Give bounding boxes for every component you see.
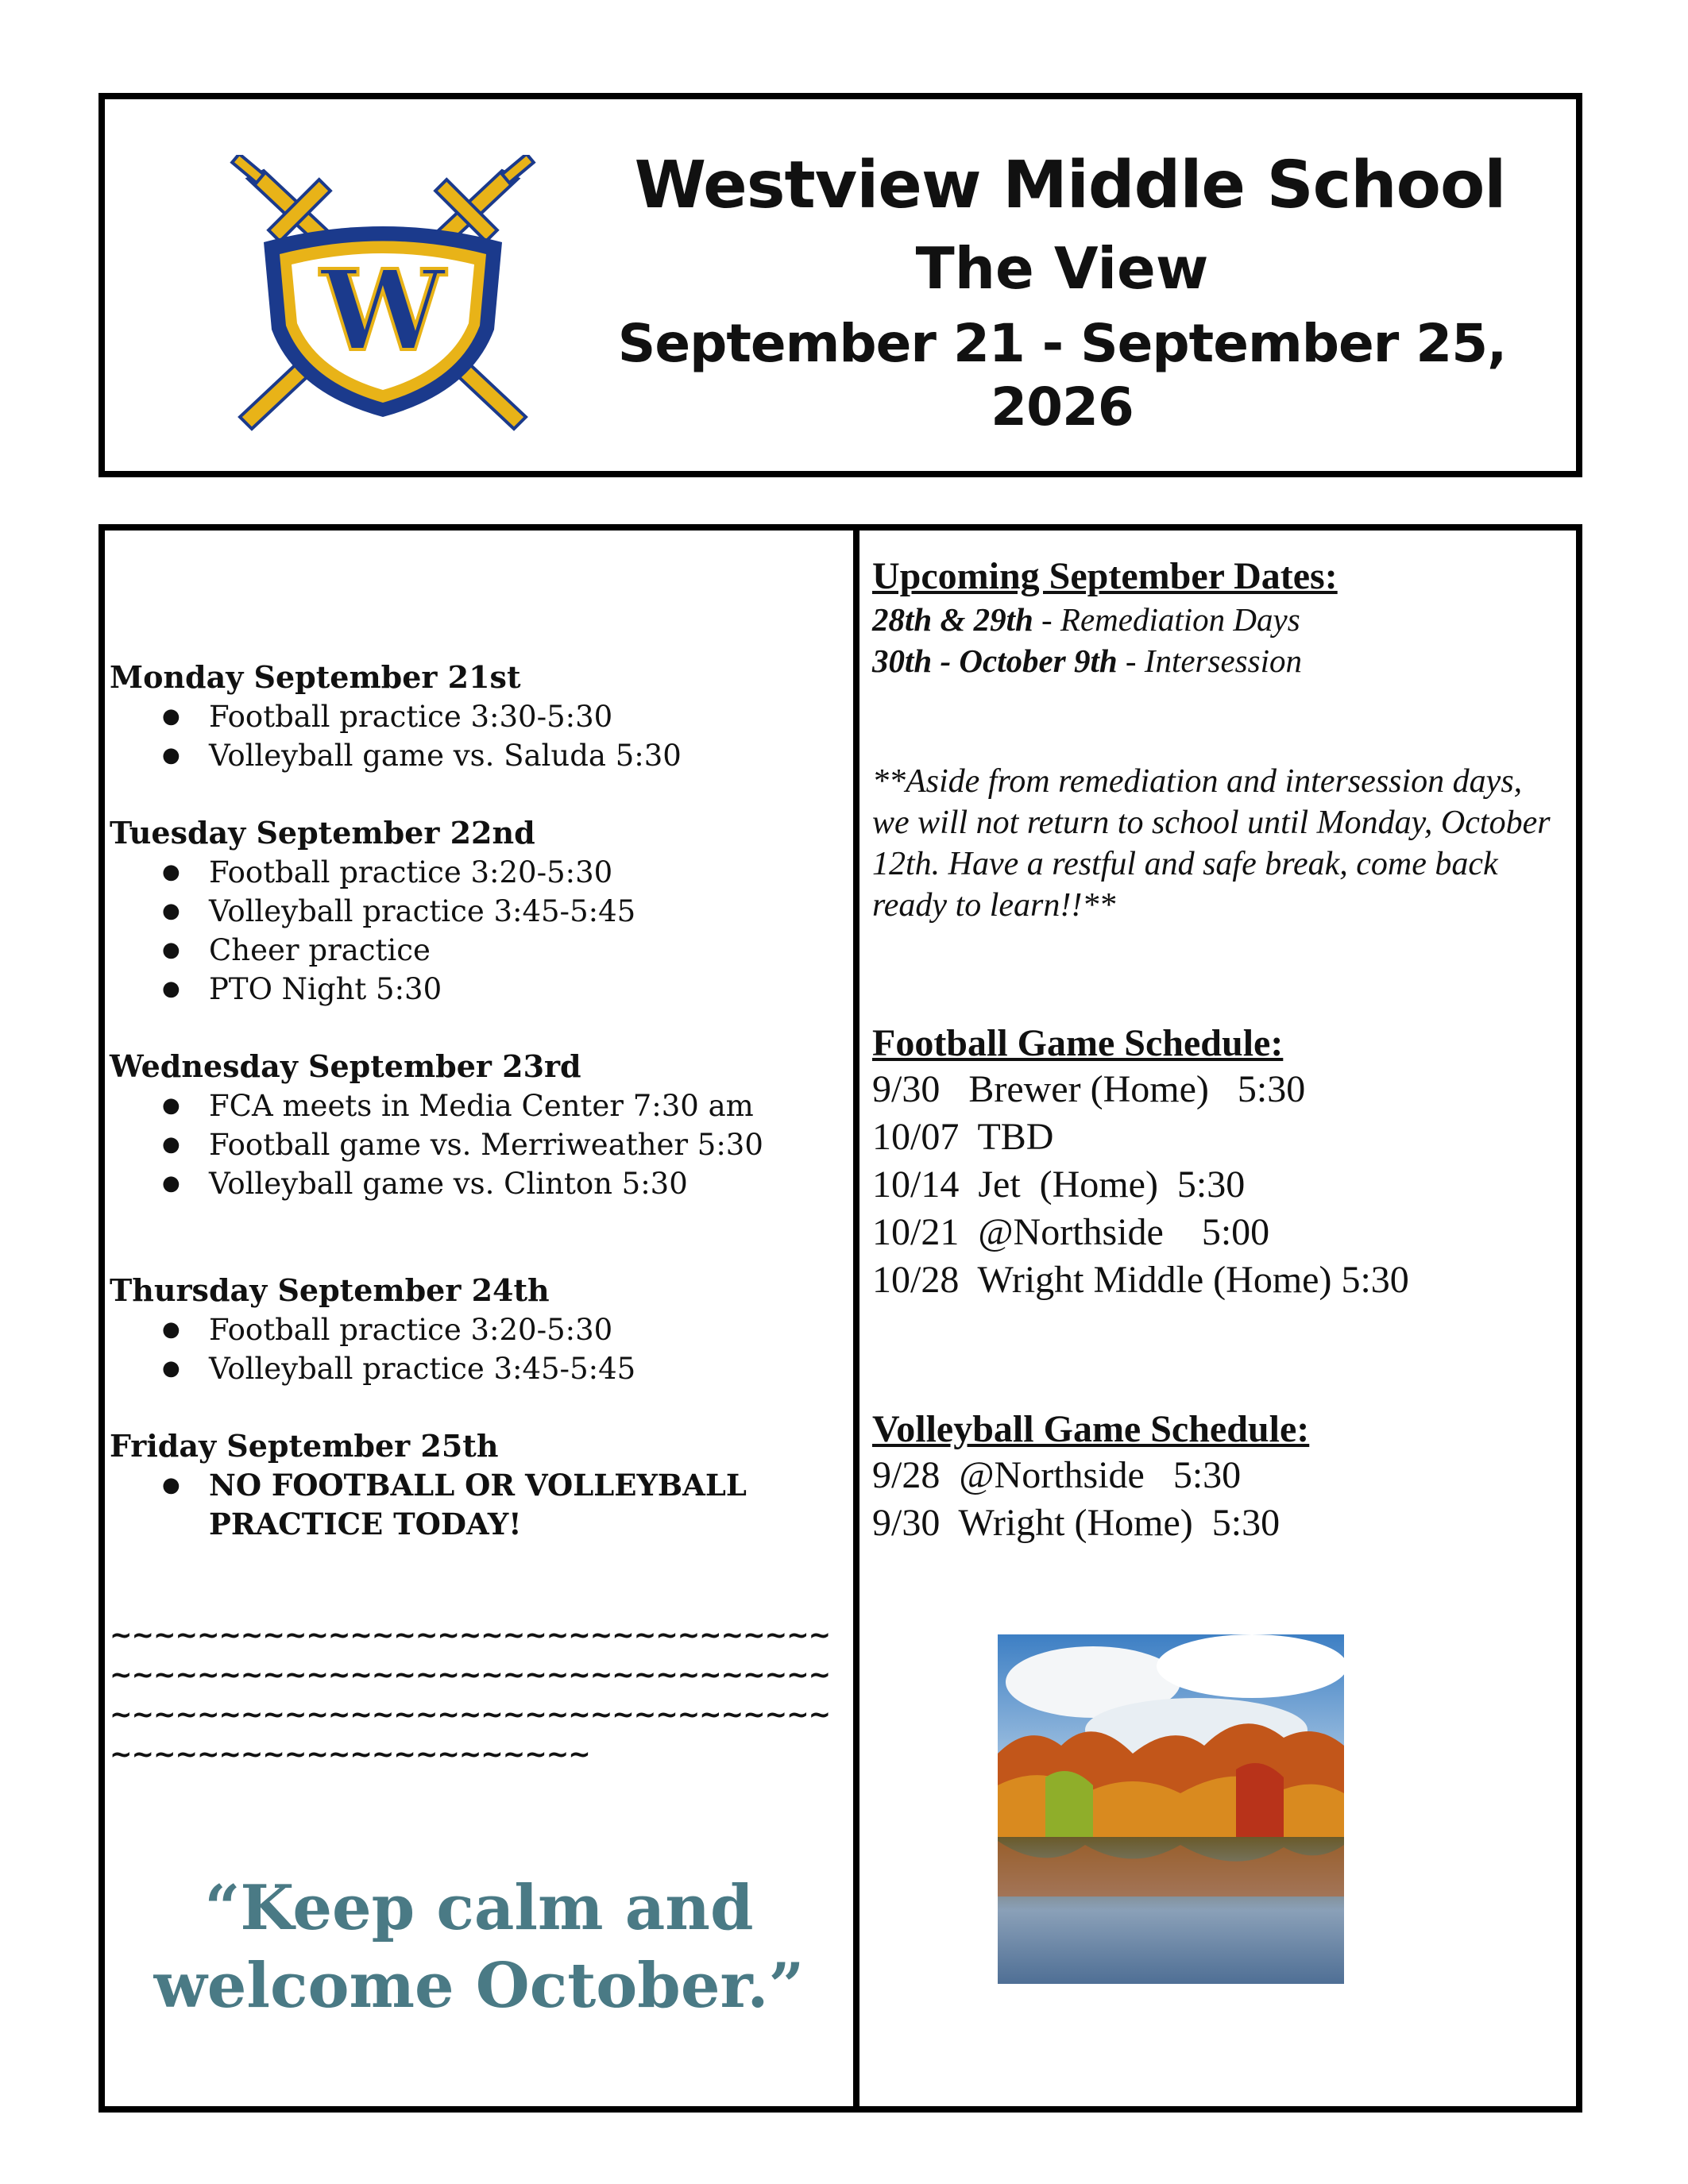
upcoming-date-label: 28th & 29th — [872, 601, 1033, 638]
column-divider — [853, 531, 859, 2106]
football-game: 10/14 Jet (Home) 5:30 — [872, 1163, 1246, 1206]
upcoming-date-desc: - Remediation Days — [1033, 601, 1300, 638]
break-note: **Aside from remediation and intersession days, we will not return to school until Monday, October 12th. Have a restful and safe break, come back ready to learn!!** — [872, 763, 1551, 924]
list-item: ● Volleyball practice 3:45-5:45 — [110, 892, 848, 931]
list-item: ● Football game vs. Merriweather 5:30 — [110, 1125, 848, 1164]
volleyball-game: 9/30 Wright (Home) 5:30 — [872, 1502, 1280, 1544]
day-heading-monday: Monday September 21st — [110, 659, 521, 695]
upcoming-date-desc: - Intersession — [1117, 642, 1302, 679]
title-block — [581, 147, 1543, 438]
day-heading-tuesday: Tuesday September 22nd — [110, 815, 535, 851]
quote: “Keep calm and welcome October.” — [153, 1872, 805, 2022]
autumn-lake-photo — [998, 1634, 1344, 1984]
upcoming-date-line — [872, 640, 1563, 681]
list-item: ● NO FOOTBALL OR VOLLEYBALL PRACTICE TODAY! — [110, 1466, 848, 1544]
upcoming-dates-title: Upcoming September Dates: — [872, 555, 1338, 597]
day-heading-wednesday: Wednesday September 23rd — [110, 1048, 581, 1084]
list-item: ● Football practice 3:20-5:30 — [110, 1310, 848, 1349]
list-item: ● Volleyball game vs. Saluda 5:30 — [110, 736, 848, 775]
upcoming-date-line — [872, 599, 1563, 640]
day-heading-friday: Friday September 25th — [110, 1428, 499, 1464]
newsletter-name: The View — [915, 235, 1209, 303]
crossed-swords-shield-logo — [216, 155, 550, 441]
date-range: September 21 - September 25, 2026 — [617, 313, 1507, 438]
logo-letter: W — [320, 246, 446, 376]
content-box — [98, 524, 1582, 2113]
list-item: ● Volleyball practice 3:45-5:45 — [110, 1349, 848, 1388]
school-name: Westview Middle School — [634, 148, 1506, 223]
sidebar-info — [872, 554, 1563, 1547]
list-item: ● Football practice 3:30-5:30 — [110, 697, 848, 736]
volleyball-schedule-title: Volleyball Game Schedule: — [872, 1408, 1310, 1450]
list-item: ● Volleyball game vs. Clinton 5:30 — [110, 1164, 848, 1203]
day-heading-thursday: Thursday September 24th — [110, 1272, 550, 1308]
weekly-schedule — [110, 658, 848, 2025]
volleyball-game: 9/28 @Northside 5:30 — [872, 1454, 1242, 1496]
football-game: 10/28 Wright Middle (Home) 5:30 — [872, 1259, 1409, 1301]
list-item: ● Football practice 3:20-5:30 — [110, 853, 848, 892]
football-game: 10/07 TBD — [872, 1116, 1054, 1158]
tilde-separator: ~~~~~~~~~~~~~~~~~~~~~~~~~~~~~~~~~~~~~~~~~~~~~~~~~~~~~~~~~~~~~~~~~~~~~~~~~~~~~~~~~~~~~~~~~~~~~~~~~~~~~~~~~~~~~~~~~~~~~~~~~ — [110, 1619, 831, 1770]
list-item: ● FCA meets in Media Center 7:30 am — [110, 1086, 848, 1125]
list-item: ● PTO Night 5:30 — [110, 970, 848, 1009]
football-game: 9/30 Brewer (Home) 5:30 — [872, 1068, 1306, 1110]
football-game: 10/21 @Northside 5:00 — [872, 1211, 1270, 1253]
football-schedule-title: Football Game Schedule: — [872, 1022, 1284, 1064]
masthead — [98, 93, 1582, 477]
upcoming-date-label: 30th - October 9th — [872, 642, 1118, 679]
list-item: ● Cheer practice — [110, 931, 848, 970]
